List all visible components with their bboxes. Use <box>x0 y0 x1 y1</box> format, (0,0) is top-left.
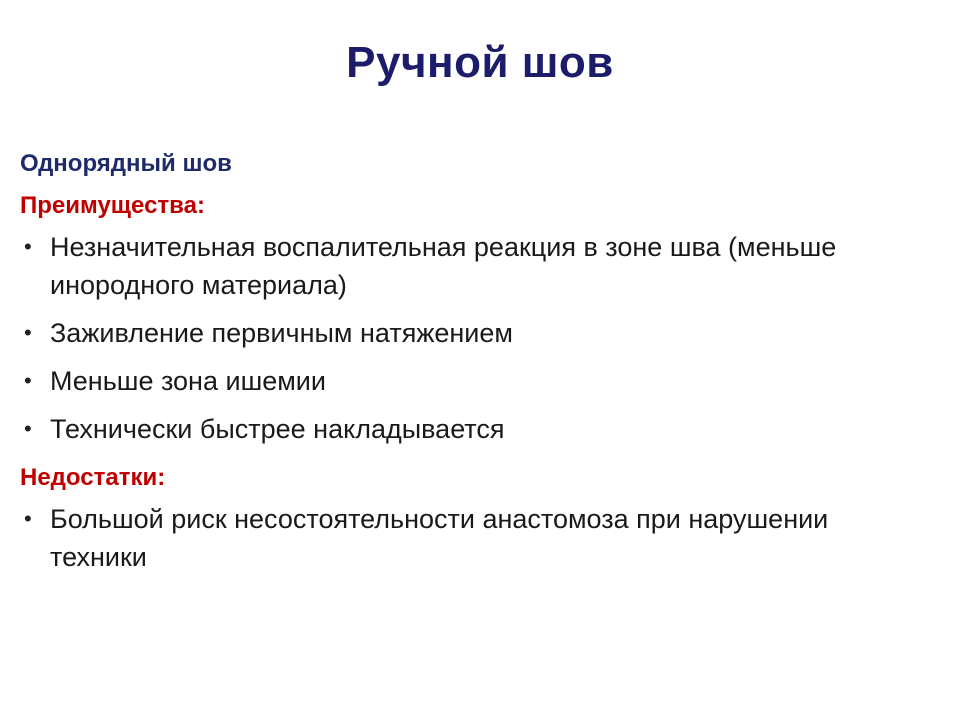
list-item-text: Незначительная воспалительная реакция в зоне шва (меньше инородного материала) <box>50 232 837 300</box>
disadvantages-list <box>20 500 920 576</box>
advantages-list <box>20 228 920 448</box>
subheading: Однорядный шов <box>20 150 232 177</box>
slide-title: Ручной шов <box>346 38 614 87</box>
bullet-icon: • <box>24 368 32 393</box>
list-item <box>20 410 920 448</box>
list-item <box>20 362 920 400</box>
list-item-text: Большой риск несостоятельности анастомоза при нарушении техники <box>50 504 829 572</box>
list-item <box>20 228 920 304</box>
advantages-heading: Преимущества: <box>20 192 205 219</box>
bullet-icon: • <box>24 320 32 345</box>
list-item-text: Заживление первичным натяжением <box>50 318 513 348</box>
bullet-icon: • <box>24 416 32 441</box>
list-item-text: Технически быстрее накладывается <box>50 414 505 444</box>
disadvantages-heading: Недостатки: <box>20 464 166 491</box>
list-item <box>20 500 920 576</box>
bullet-icon: • <box>24 234 32 259</box>
list-item-text: Меньше зона ишемии <box>50 366 326 396</box>
bullet-icon: • <box>24 506 32 531</box>
slide-content <box>20 146 920 576</box>
list-item <box>20 314 920 352</box>
